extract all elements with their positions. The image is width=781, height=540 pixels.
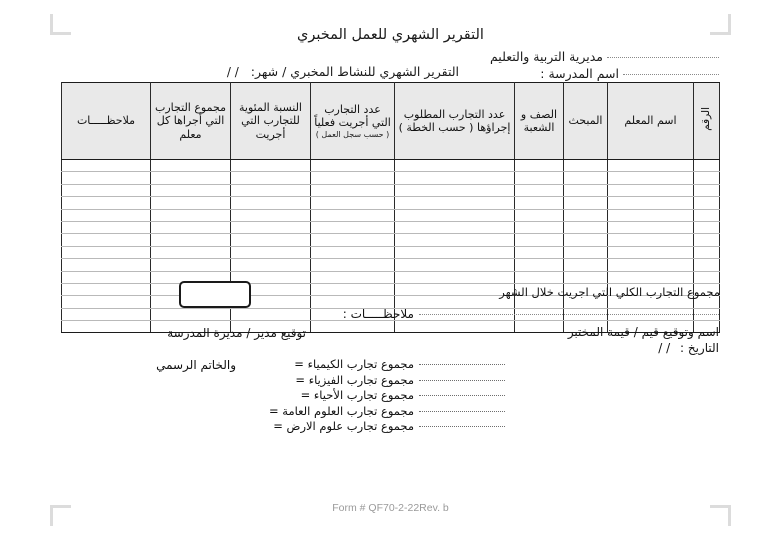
organization-block <box>490 48 719 82</box>
table-cell-class[interactable] <box>515 184 564 196</box>
table-cell-req[interactable] <box>395 184 515 196</box>
month-date-field[interactable]: / / <box>226 65 239 79</box>
grand-total-input[interactable] <box>179 281 251 308</box>
grand-total-row <box>61 281 720 305</box>
directorate-fill-line[interactable] <box>607 57 719 58</box>
table-cell-notes[interactable] <box>62 221 151 233</box>
table-cell-req[interactable] <box>395 259 515 271</box>
table-cell-name[interactable] <box>608 172 694 184</box>
date-value[interactable]: / / <box>658 341 671 355</box>
table-row[interactable] <box>62 172 720 184</box>
table-cell-notes[interactable] <box>62 160 151 172</box>
school-name-fill-line[interactable] <box>623 74 719 75</box>
date-field <box>658 341 719 355</box>
summary-label: مجموع تجارب علوم الارض = <box>273 419 414 433</box>
table-cell-notes[interactable] <box>62 259 151 271</box>
column-header-teacher-total: مجموع التجارب التي أجراها كل معلم <box>151 83 231 160</box>
table-cell-class[interactable] <box>515 209 564 221</box>
page-title: التقرير الشهري للعمل المخبري <box>297 27 484 43</box>
table-cell-notes[interactable] <box>62 234 151 246</box>
table-cell-req[interactable] <box>395 160 515 172</box>
column-header-required-experiments: عدد التجارب المطلوب إجراؤها ( حسب الخطة ) <box>395 83 515 160</box>
table-row[interactable] <box>62 160 720 172</box>
column-header-teacher-name: اسم المعلم <box>608 83 694 160</box>
table-cell-name[interactable] <box>608 221 694 233</box>
table-cell-notes[interactable] <box>62 184 151 196</box>
table-cell-total[interactable] <box>151 259 231 271</box>
table-cell-notes[interactable] <box>62 308 151 320</box>
table-row[interactable] <box>62 221 720 233</box>
table-cell-class[interactable] <box>515 234 564 246</box>
directorate-label: مديرية التربية والتعليم <box>489 49 603 64</box>
table-cell-pct[interactable] <box>231 209 311 221</box>
table-cell-name[interactable] <box>608 197 694 209</box>
table-cell-total[interactable] <box>151 246 231 258</box>
table-cell-no[interactable] <box>694 246 720 258</box>
table-cell-pct[interactable] <box>231 259 311 271</box>
summary-value-fill-line[interactable] <box>419 395 505 396</box>
table-row[interactable] <box>62 246 720 258</box>
summary-line <box>269 404 505 420</box>
school-name-label: اسم المدرسة : <box>540 66 619 81</box>
official-stamp-label: والخاتم الرسمي <box>156 358 236 372</box>
table-cell-name[interactable] <box>608 259 694 271</box>
table-cell-pct[interactable] <box>231 234 311 246</box>
table-cell-no[interactable] <box>694 221 720 233</box>
summary-line <box>269 373 505 389</box>
summary-label: مجموع تجارب الأحياء = <box>300 388 414 402</box>
table-cell-total[interactable] <box>151 234 231 246</box>
table-cell-class[interactable] <box>515 246 564 258</box>
table-cell-pct[interactable] <box>231 197 311 209</box>
table-cell-req[interactable] <box>395 321 515 333</box>
table-cell-subj[interactable] <box>564 160 608 172</box>
table-cell-pct[interactable] <box>231 172 311 184</box>
table-header-row <box>62 83 720 160</box>
summary-line <box>269 388 505 404</box>
column-header-percentage: النسبة المئوية للتجارب التي أجريت <box>231 83 311 160</box>
table-cell-class[interactable] <box>515 160 564 172</box>
table-cell-subj[interactable] <box>564 197 608 209</box>
table-cell-notes[interactable] <box>62 246 151 258</box>
table-cell-no[interactable] <box>694 234 720 246</box>
table-cell-pct[interactable] <box>231 184 311 196</box>
table-cell-name[interactable] <box>608 234 694 246</box>
grand-total-label: مجموع التجارب الكلي التي اجريت خلال الشهر <box>499 285 720 299</box>
summary-line <box>269 419 505 435</box>
table-row[interactable] <box>62 234 720 246</box>
table-cell-pct[interactable] <box>231 308 311 320</box>
table-row[interactable] <box>62 197 720 209</box>
table-cell-req[interactable] <box>395 221 515 233</box>
table-cell-total[interactable] <box>151 221 231 233</box>
column-header-subject: المبحث <box>564 83 608 160</box>
school-name-field <box>490 65 719 82</box>
summary-label: مجموع تجارب العلوم العامة = <box>269 403 414 418</box>
table-cell-done[interactable] <box>311 259 395 271</box>
summary-value-fill-line[interactable] <box>419 426 505 427</box>
report-table-head <box>62 83 720 160</box>
column-header-class-section: الصف و الشعبة <box>515 83 564 160</box>
table-cell-name[interactable] <box>608 184 694 196</box>
table-cell-subj[interactable] <box>564 221 608 233</box>
table-cell-name[interactable] <box>608 246 694 258</box>
notes-label: ملاحظـــــات : <box>342 307 414 321</box>
report-subtitle <box>227 64 459 79</box>
table-cell-notes[interactable] <box>62 172 151 184</box>
column-header-performed-experiments <box>311 83 395 160</box>
report-subtitle-label: التقرير الشهري للنشاط المخبري / شهر: <box>250 64 459 79</box>
table-cell-class[interactable] <box>515 259 564 271</box>
table-cell-class[interactable] <box>515 197 564 209</box>
table-cell-class[interactable] <box>515 172 564 184</box>
table-cell-total[interactable] <box>151 160 231 172</box>
table-cell-pct[interactable] <box>231 246 311 258</box>
table-cell-done[interactable] <box>311 172 395 184</box>
table-cell-total[interactable] <box>151 184 231 196</box>
table-cell-req[interactable] <box>395 197 515 209</box>
table-cell-done[interactable] <box>311 221 395 233</box>
table-cell-done[interactable] <box>311 160 395 172</box>
table-cell-no[interactable] <box>694 160 720 172</box>
table-cell-class[interactable] <box>515 221 564 233</box>
table-cell-done[interactable] <box>311 234 395 246</box>
summary-line <box>269 357 505 373</box>
table-cell-no[interactable] <box>694 184 720 196</box>
lab-keeper-signature-label: اسم وتوقيع قيم / قيمة المختبر <box>567 325 719 339</box>
table-cell-pct[interactable] <box>231 160 311 172</box>
summary-label: مجموع تجارب الفيزياء = <box>295 372 414 387</box>
table-cell-total[interactable] <box>151 197 231 209</box>
table-cell-done[interactable] <box>311 184 395 196</box>
column-header-performed-sub: ( حسب سجل العمل ) <box>315 129 390 139</box>
notes-fill-line[interactable] <box>419 314 719 315</box>
date-label: التاريخ : <box>679 341 719 355</box>
table-cell-done[interactable] <box>311 321 395 333</box>
table-cell-subj[interactable] <box>564 259 608 271</box>
table-cell-req[interactable] <box>395 209 515 221</box>
table-cell-total[interactable] <box>151 209 231 221</box>
table-cell-no[interactable] <box>694 209 720 221</box>
table-cell-subj[interactable] <box>564 234 608 246</box>
table-cell-total[interactable] <box>151 308 231 320</box>
table-cell-notes[interactable] <box>62 321 151 333</box>
table-cell-req[interactable] <box>395 234 515 246</box>
table-cell-total[interactable] <box>151 172 231 184</box>
table-cell-done[interactable] <box>311 246 395 258</box>
subject-totals-summary <box>269 357 505 435</box>
table-cell-subj[interactable] <box>564 209 608 221</box>
column-header-notes: ملاحظـــــات <box>62 83 151 160</box>
table-cell-done[interactable] <box>311 209 395 221</box>
notes-field <box>343 307 719 321</box>
table-cell-no[interactable] <box>694 259 720 271</box>
table-cell-name[interactable] <box>608 209 694 221</box>
table-row[interactable] <box>62 184 720 196</box>
form-code-footer: Form # QF70-2-22Rev. b <box>332 502 449 514</box>
table-cell-req[interactable] <box>395 172 515 184</box>
column-header-performed-main: عدد التجارب التي أجريت فعلياً <box>314 102 391 130</box>
table-cell-class[interactable] <box>515 321 564 333</box>
table-cell-subj[interactable] <box>564 184 608 196</box>
table-cell-no[interactable] <box>694 172 720 184</box>
table-cell-notes[interactable] <box>62 209 151 221</box>
table-cell-pct[interactable] <box>231 221 311 233</box>
table-cell-done[interactable] <box>311 197 395 209</box>
column-header-no: الرقم <box>694 83 720 160</box>
table-cell-req[interactable] <box>395 246 515 258</box>
principal-signature-label: توقيع مدير / مديرة المدرسة <box>167 326 306 340</box>
table-cell-no[interactable] <box>694 197 720 209</box>
summary-value-fill-line[interactable] <box>419 364 505 365</box>
summary-label: مجموع تجارب الكيمياء = <box>294 357 414 371</box>
summary-value-fill-line[interactable] <box>419 411 505 412</box>
summary-value-fill-line[interactable] <box>419 380 505 381</box>
table-cell-subj[interactable] <box>564 246 608 258</box>
table-cell-name[interactable] <box>608 160 694 172</box>
table-row[interactable] <box>62 209 720 221</box>
directorate-field <box>490 48 719 65</box>
table-cell-notes[interactable] <box>62 197 151 209</box>
table-row[interactable] <box>62 259 720 271</box>
table-cell-subj[interactable] <box>564 172 608 184</box>
